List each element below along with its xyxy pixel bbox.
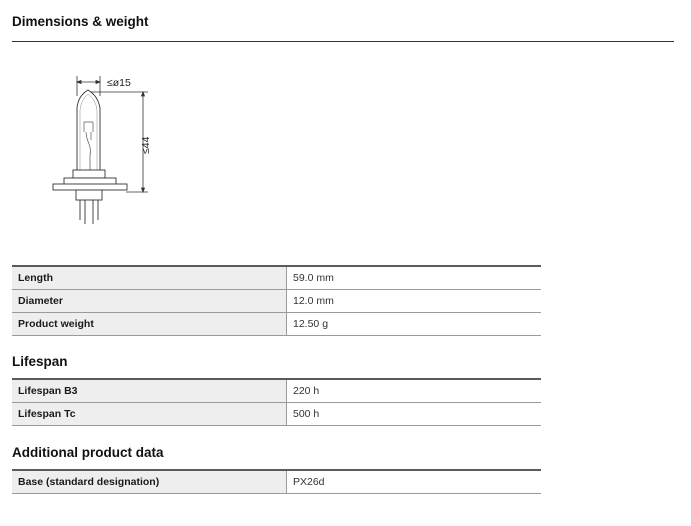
table-row xyxy=(12,266,541,290)
diameter-label: ≤ø15 xyxy=(107,77,131,89)
row-label: Diameter xyxy=(12,290,287,313)
table-row xyxy=(12,470,541,494)
bulb-dimension-diagram xyxy=(40,70,170,230)
table-row xyxy=(12,403,541,426)
row-value: 500 h xyxy=(287,403,542,426)
additional-data-table xyxy=(12,469,541,494)
lifespan-table xyxy=(12,378,541,426)
row-label: Length xyxy=(12,266,287,290)
row-value: 12.50 g xyxy=(287,313,542,336)
row-label: Product weight xyxy=(12,313,287,336)
row-label: Lifespan Tc xyxy=(12,403,287,426)
table-row xyxy=(12,379,541,403)
row-value: 59.0 mm xyxy=(287,266,542,290)
bulb-glass xyxy=(77,90,100,170)
table-row xyxy=(12,313,541,336)
additional-data-title: Additional product data xyxy=(12,445,164,460)
bulb-base xyxy=(53,170,127,224)
row-label: Lifespan B3 xyxy=(12,379,287,403)
row-value: 220 h xyxy=(287,379,542,403)
title-divider xyxy=(12,41,674,42)
lifespan-title: Lifespan xyxy=(12,354,68,369)
row-label: Base (standard designation) xyxy=(12,470,287,494)
diameter-dimension xyxy=(77,76,100,96)
table-row xyxy=(12,290,541,313)
row-value: PX26d xyxy=(287,470,542,494)
height-label: ≤44 xyxy=(140,136,152,154)
row-value: 12.0 mm xyxy=(287,290,542,313)
dimensions-table xyxy=(12,265,541,336)
page-title: Dimensions & weight xyxy=(12,14,149,29)
